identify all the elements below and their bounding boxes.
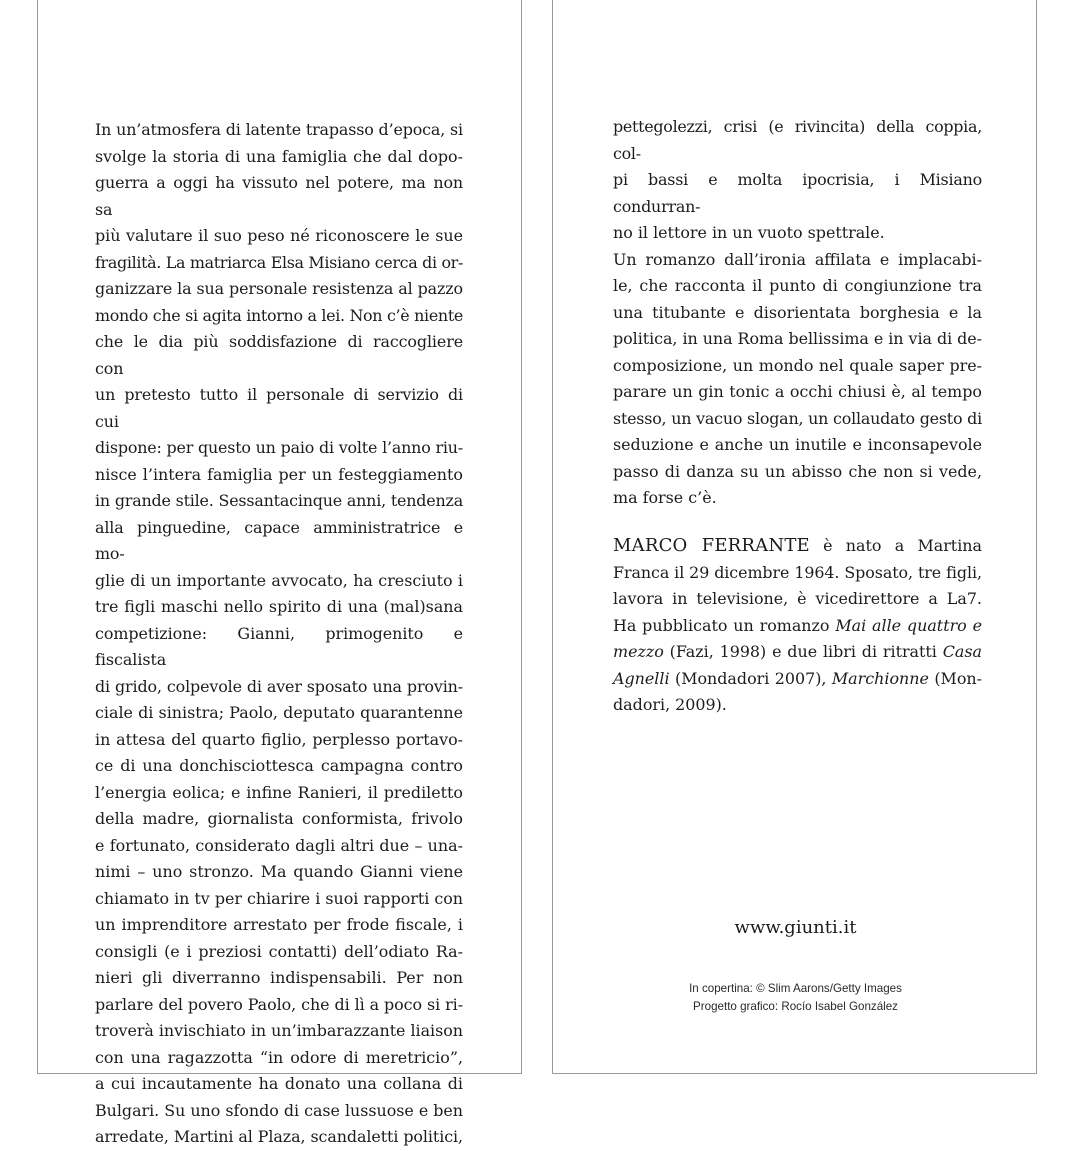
book-title: Agnelli [613, 668, 670, 688]
synopsis-line: fragilità. La matriarca Elsa Misiano cerca di or- [95, 252, 463, 272]
synopsis-line: seduzione e anche un inutile e inconsapevole [613, 435, 982, 454]
synopsis-line: una titubante e disorientata borghesia e la [613, 302, 982, 322]
bio-line: Franca il 29 dicembre 1964. Sposato, tre figli, [613, 562, 982, 582]
bio-text: Ha pubblicato un romanzo [613, 615, 836, 635]
synopsis-line: dispone: per questo un paio di volte l’anno riu- [95, 438, 463, 457]
synopsis-line: a cui incautamente ha donato una collana di [95, 1074, 463, 1093]
design-credit: Progetto grafico: Rocío Isabel González [693, 1000, 898, 1013]
synopsis-line: ciale di sinistra; Paolo, deputato quarantenne [95, 703, 463, 722]
synopsis-line: composizione, un mondo nel quale saper pre- [613, 355, 982, 375]
synopsis-line: troverà invischiato in un’imbarazzante liaison [95, 1021, 463, 1040]
book-title: Mai alle quattro e [835, 615, 982, 635]
synopsis-line: con una ragazzotta “in odore di meretricio”, [95, 1047, 463, 1067]
bio-text: (Mon- [928, 668, 982, 688]
bio-text: (Mondadori 2007), [669, 668, 832, 688]
synopsis-line: arredate, Martini al Plaza, scandaletti politici, [95, 1127, 463, 1146]
left-flap [37, 0, 522, 1146]
synopsis-line: di grido, colpevole di aver sposato una provin- [95, 676, 463, 696]
synopsis-line: nimi – uno stronzo. Ma quando Gianni viene [95, 862, 463, 881]
synopsis-line: ce di una donchisciottesca campagna contro [95, 756, 463, 775]
synopsis-line: nieri gli diverranno indispensabili. Per non [95, 968, 463, 987]
synopsis-line: l’energia eolica; e infine Ranieri, il prediletto [95, 782, 463, 802]
book-title: Casa [942, 642, 982, 661]
book-title: mezzo [613, 642, 664, 661]
synopsis-line: consigli (e i preziosi contatti) dell’odiato Ra- [95, 941, 463, 961]
synopsis-line: Un romanzo dall’ironia affilata e implacabi- [613, 249, 982, 269]
synopsis-line: ma forse c’è. [613, 488, 717, 507]
synopsis-line: un imprenditore arrestato per frode fiscale, i [95, 915, 463, 934]
bio-line [613, 666, 982, 693]
synopsis-line: un pretesto tutto il personale di servizio di cui [95, 385, 463, 431]
bio-line [613, 613, 982, 640]
synopsis-continuation [613, 114, 982, 512]
synopsis-line: passo di danza su un abisso che non si vede, [613, 461, 982, 481]
synopsis-line: competizione: Gianni, primogenito e fiscalista [95, 623, 463, 669]
bio-text: è nato a Martina [809, 536, 982, 555]
synopsis-line: Bulgari. Su uno sfondo di case lussuose e ben [95, 1100, 463, 1120]
synopsis-line: stesso, un vacuo slogan, un collaudato gesto di [613, 408, 982, 428]
right-flap [552, 0, 1037, 1074]
synopsis-line: ganizzare la sua personale resistenza al pazzo [95, 279, 463, 298]
bio-line [613, 533, 982, 560]
synopsis-text [95, 117, 463, 1151]
synopsis-line: in attesa del quarto figlio, perplesso portavo- [95, 729, 463, 749]
bio-line [613, 639, 982, 666]
synopsis-line: glie di un importante avvocato, ha cresciuto i [95, 570, 463, 590]
synopsis-line: che le dia più soddisfazione di raccogliere con [95, 332, 463, 378]
synopsis-line: pi bassi e molta ipocrisia, i Misiano condurran- [613, 170, 982, 216]
synopsis-line: svolge la storia di una famiglia che dal dopo- [95, 146, 463, 166]
book-title: Marchionne [831, 668, 929, 688]
synopsis-line: nisce l’intera famiglia per un festeggiamento [95, 464, 463, 484]
credits [553, 980, 1038, 1016]
synopsis-line: politica, in una Roma bellissima e in via di de- [613, 329, 982, 348]
author-bio [613, 533, 982, 719]
synopsis-line: e fortunato, considerato dagli altri due – una- [95, 835, 463, 855]
synopsis-line: più valutare il suo peso né riconoscere le sue [95, 226, 463, 245]
synopsis-line: tre figli maschi nello spirito di una (mal)sana [95, 597, 463, 616]
synopsis-line: in grande stile. Sessantacinque anni, tendenza [95, 491, 463, 510]
bio-text: (Fazi, 1998) e due libri di ritratti [663, 642, 943, 661]
bio-line: lavora in televisione, è vicedirettore a La7. [613, 589, 982, 608]
synopsis-line: della madre, giornalista conformista, frivolo [95, 809, 463, 828]
synopsis-line: chiamato in tv per chiarire i suoi rapporti con [95, 888, 463, 908]
synopsis-line: no il lettore in un vuoto spettrale. [613, 223, 885, 242]
synopsis-line: mondo che si agita intorno a lei. Non c’è niente [95, 305, 463, 325]
synopsis-line: parare un gin tonic a occhi chiusi è, al tempo [613, 382, 982, 401]
synopsis-line: le, che racconta il punto di congiunzione tra [613, 276, 982, 295]
synopsis-line: In un’atmosfera di latente trapasso d’epoca, si [95, 120, 463, 139]
synopsis-line: guerra a oggi ha vissuto nel potere, ma non sa [95, 173, 463, 219]
synopsis-line: parlare del povero Paolo, che di lì a poco si ri- [95, 994, 463, 1014]
synopsis-line: pettegolezzi, crisi (e rivincita) della coppia, col- [613, 117, 982, 163]
bio-line: dadori, 2009). [613, 695, 727, 714]
publisher-website: www.giunti.it [734, 917, 857, 938]
cover-credit: In copertina: © Slim Aarons/Getty Images [689, 982, 902, 995]
author-name: MARCO FERRANTE [613, 535, 810, 556]
synopsis-line: alla pinguedine, capace amministratrice e mo- [95, 517, 463, 563]
